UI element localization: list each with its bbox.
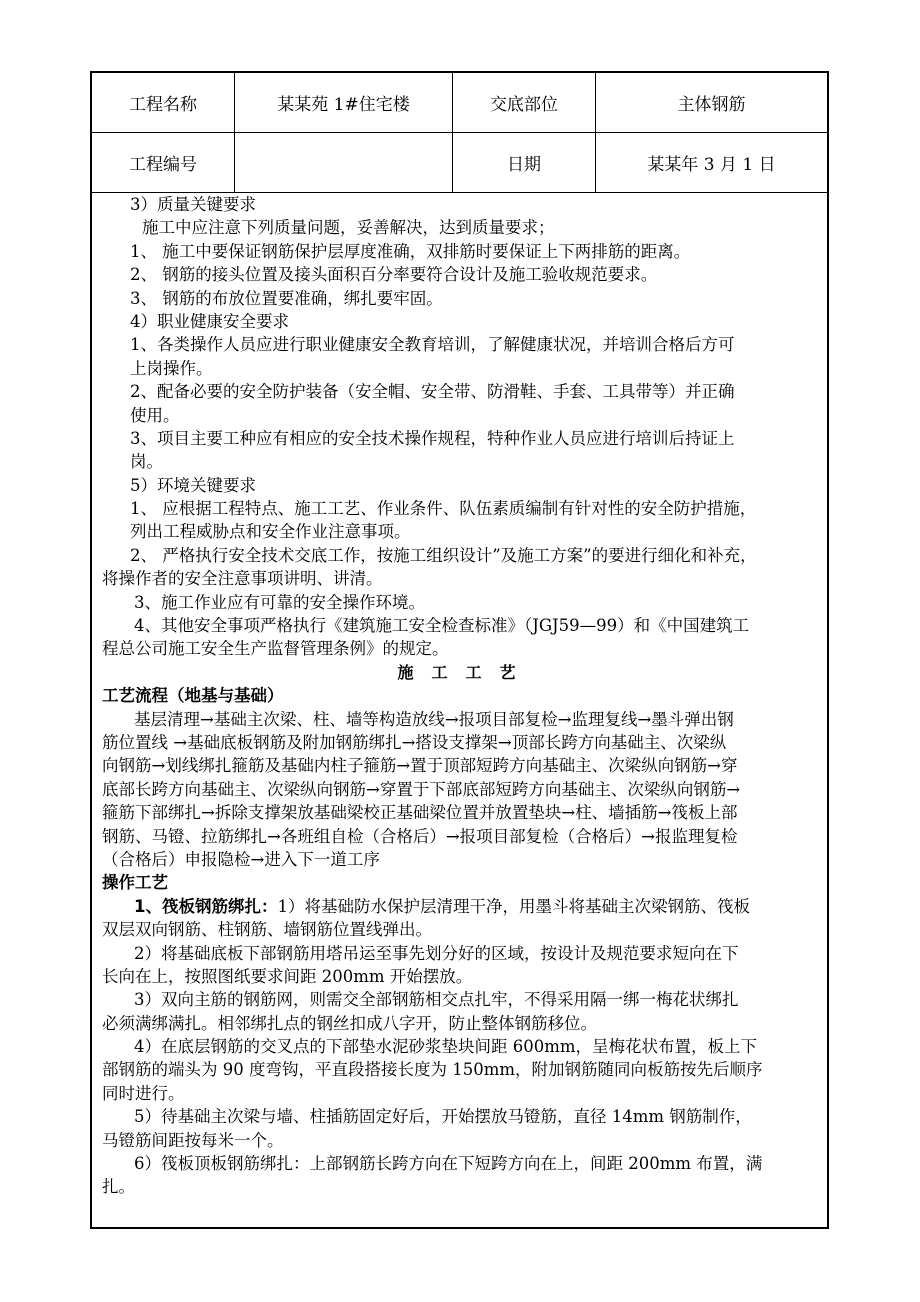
flow-title: 工艺流程（地基与基础） bbox=[102, 686, 284, 706]
operation-1 bbox=[102, 895, 819, 918]
flow-line: 基层清理→基础主次梁、柱、墙等构造放线→报项目部复检→监理复线→墨斗弹出钢 bbox=[134, 709, 734, 729]
env-item-1-cont: 列出工程威胁点和安全作业注意事项。 bbox=[130, 522, 411, 542]
env-title: 5）环境关键要求 bbox=[130, 475, 256, 495]
env-item-4-cont: 程总公司施工安全生产监督管理条例》的规定。 bbox=[102, 639, 449, 659]
operation-4-cont: 同时进行。 bbox=[102, 1083, 185, 1103]
env-item-2: 2、 严格执行安全技术交底工作，按施工组织设计”及施工方案”的要进行细化和补充， bbox=[130, 545, 757, 565]
flow-line: 向钢筋→划线绑扎箍筋及基础内柱子箍筋→置于顶部短跨方向基础主、次梁纵向钢筋→穿 bbox=[102, 756, 738, 776]
process-heading: 施工工艺 bbox=[397, 662, 534, 682]
operation-6-cont: 扎。 bbox=[102, 1177, 135, 1197]
header-row-2 bbox=[92, 133, 827, 193]
date-value: 某某年 3 月 1 日 bbox=[647, 155, 776, 175]
project-name-value: 某某苑 1#住宅楼 bbox=[235, 73, 453, 132]
flow-line: 底部长跨方向基础主、次梁纵向钢筋→穿置于下部底部短跨方向基础主、次梁纵向钢筋→ bbox=[102, 779, 741, 799]
operation-4: 4）在底层钢筋的交叉点的下部垫水泥砂浆垫块间距 600mm，呈梅花状布置，板上下 bbox=[134, 1037, 758, 1057]
operations-title: 操作工艺 bbox=[102, 873, 168, 893]
health-item-2-cont: 使用。 bbox=[130, 405, 180, 425]
health-item-1-cont: 上岗操作。 bbox=[130, 358, 213, 378]
quality-item-2: 2、 钢筋的接头位置及接头面积百分率要符合设计及施工验收规范要求。 bbox=[130, 265, 658, 285]
flow-line: （合格后）申报隐检→进入下一道工序 bbox=[102, 849, 380, 869]
operation-3: 3）双向主筋的钢筋网，则需交全部钢筋相交点扎牢，不得采用隔一绑一梅花状绑扎 bbox=[134, 990, 739, 1010]
disclosure-part-label: 交底部位 bbox=[453, 73, 596, 132]
operation-6: 6）筏板顶板钢筋绑扎：上部钢筋长跨方向在下短跨方向在上，间距 200mm 布置，满 bbox=[134, 1154, 763, 1174]
env-item-4: 4、其他安全事项严格执行《建筑施工安全检查标准》（JGJ59—99）和《中国建筑工 bbox=[134, 616, 750, 636]
flow-line: 筋位置线 →基础底板钢筋及附加钢筋绑扎→搭设支撑架→顶部长跨方向基础主、次梁纵 bbox=[102, 732, 727, 752]
env-item-2-cont: 将操作者的安全注意事项讲明、讲清。 bbox=[102, 569, 383, 589]
operation-1-cont: 双层双向钢筋、柱钢筋、墙钢筋位置线弹出。 bbox=[102, 920, 432, 940]
operation-1-heading: 1、筏板钢筋绑扎： bbox=[134, 896, 278, 916]
quality-title: 3）质量关键要求 bbox=[130, 195, 256, 214]
health-title: 4）职业健康安全要求 bbox=[130, 311, 289, 331]
operation-3-cont: 必须满绑满扎。相邻绑扎点的钢丝扣成八字开，防止整体钢筋移位。 bbox=[102, 1013, 597, 1033]
header-row-1 bbox=[92, 73, 827, 133]
health-item-1: 1、各类操作人员应进行职业健康安全教育培训，了解健康状况，并培训合格后方可 bbox=[130, 335, 735, 355]
flow-line: 钢筋、马镫、拉筋绑扎→各班组自检（合格后）→报项目部复检（合格后）→报监理复检 bbox=[102, 826, 738, 846]
env-item-1: 1、 应根据工程特点、施工工艺、作业条件、队伍素质编制有针对性的安全防护措施， bbox=[130, 499, 757, 519]
operation-1-text: 1）将基础防水保护层清理干净，用墨斗将基础主次梁钢筋、筏板 bbox=[277, 896, 750, 916]
operation-4-cont: 部钢筋的端头为 90 度弯钩，平直段搭接长度为 150mm，附加钢筋随同向板筋按先后顺序 bbox=[102, 1060, 763, 1080]
health-item-3: 3、项目主要工种应有相应的安全技术操作规程，特种作业人员应进行培训后持证上 bbox=[130, 428, 735, 448]
operation-2: 2）将基础底板下部钢筋用塔吊运至事先划分好的区域，按设计及规范要求短向在下 bbox=[134, 943, 739, 963]
project-name-label: 工程名称 bbox=[92, 73, 235, 132]
operation-2-cont: 长向在上，按照图纸要求间距 200mm 开始摆放。 bbox=[102, 966, 473, 986]
operation-5: 5）待基础主次梁与墙、柱插筋固定好后，开始摆放马镫筋，直径 14mm 钢筋制作， bbox=[134, 1107, 752, 1127]
quality-item-3: 3、 钢筋的布放位置要准确，绑扎要牢固。 bbox=[130, 288, 443, 308]
disclosure-part-value: 主体钢筋 bbox=[677, 95, 746, 115]
operation-5-cont: 马镫筋间距按每米一个。 bbox=[102, 1130, 284, 1150]
project-number-value bbox=[235, 133, 453, 192]
technical-disclosure-form bbox=[90, 71, 829, 1229]
date-label: 日期 bbox=[453, 133, 596, 192]
quality-item-1: 1、 施工中要保证钢筋保护层厚度准确，双排筋时要保证上下两排筋的距离。 bbox=[130, 241, 691, 261]
project-number-label: 工程编号 bbox=[92, 133, 235, 192]
disclosure-body bbox=[92, 193, 827, 1199]
health-item-2: 2、配备必要的安全防护装备（安全帽、安全带、防滑鞋、手套、工具带等）并正确 bbox=[130, 382, 735, 402]
flow-line: 箍筋下部绑扎→拆除支撑架放基础梁校正基础梁位置并放置垫块→柱、墙插筋→筏板上部 bbox=[102, 803, 738, 823]
health-item-3-cont: 岗。 bbox=[130, 452, 163, 472]
env-item-3: 3、施工作业应有可靠的安全操作环境。 bbox=[134, 592, 425, 612]
quality-intro: 施工中应注意下列质量问题，妥善解决，达到质量要求； bbox=[142, 218, 555, 238]
